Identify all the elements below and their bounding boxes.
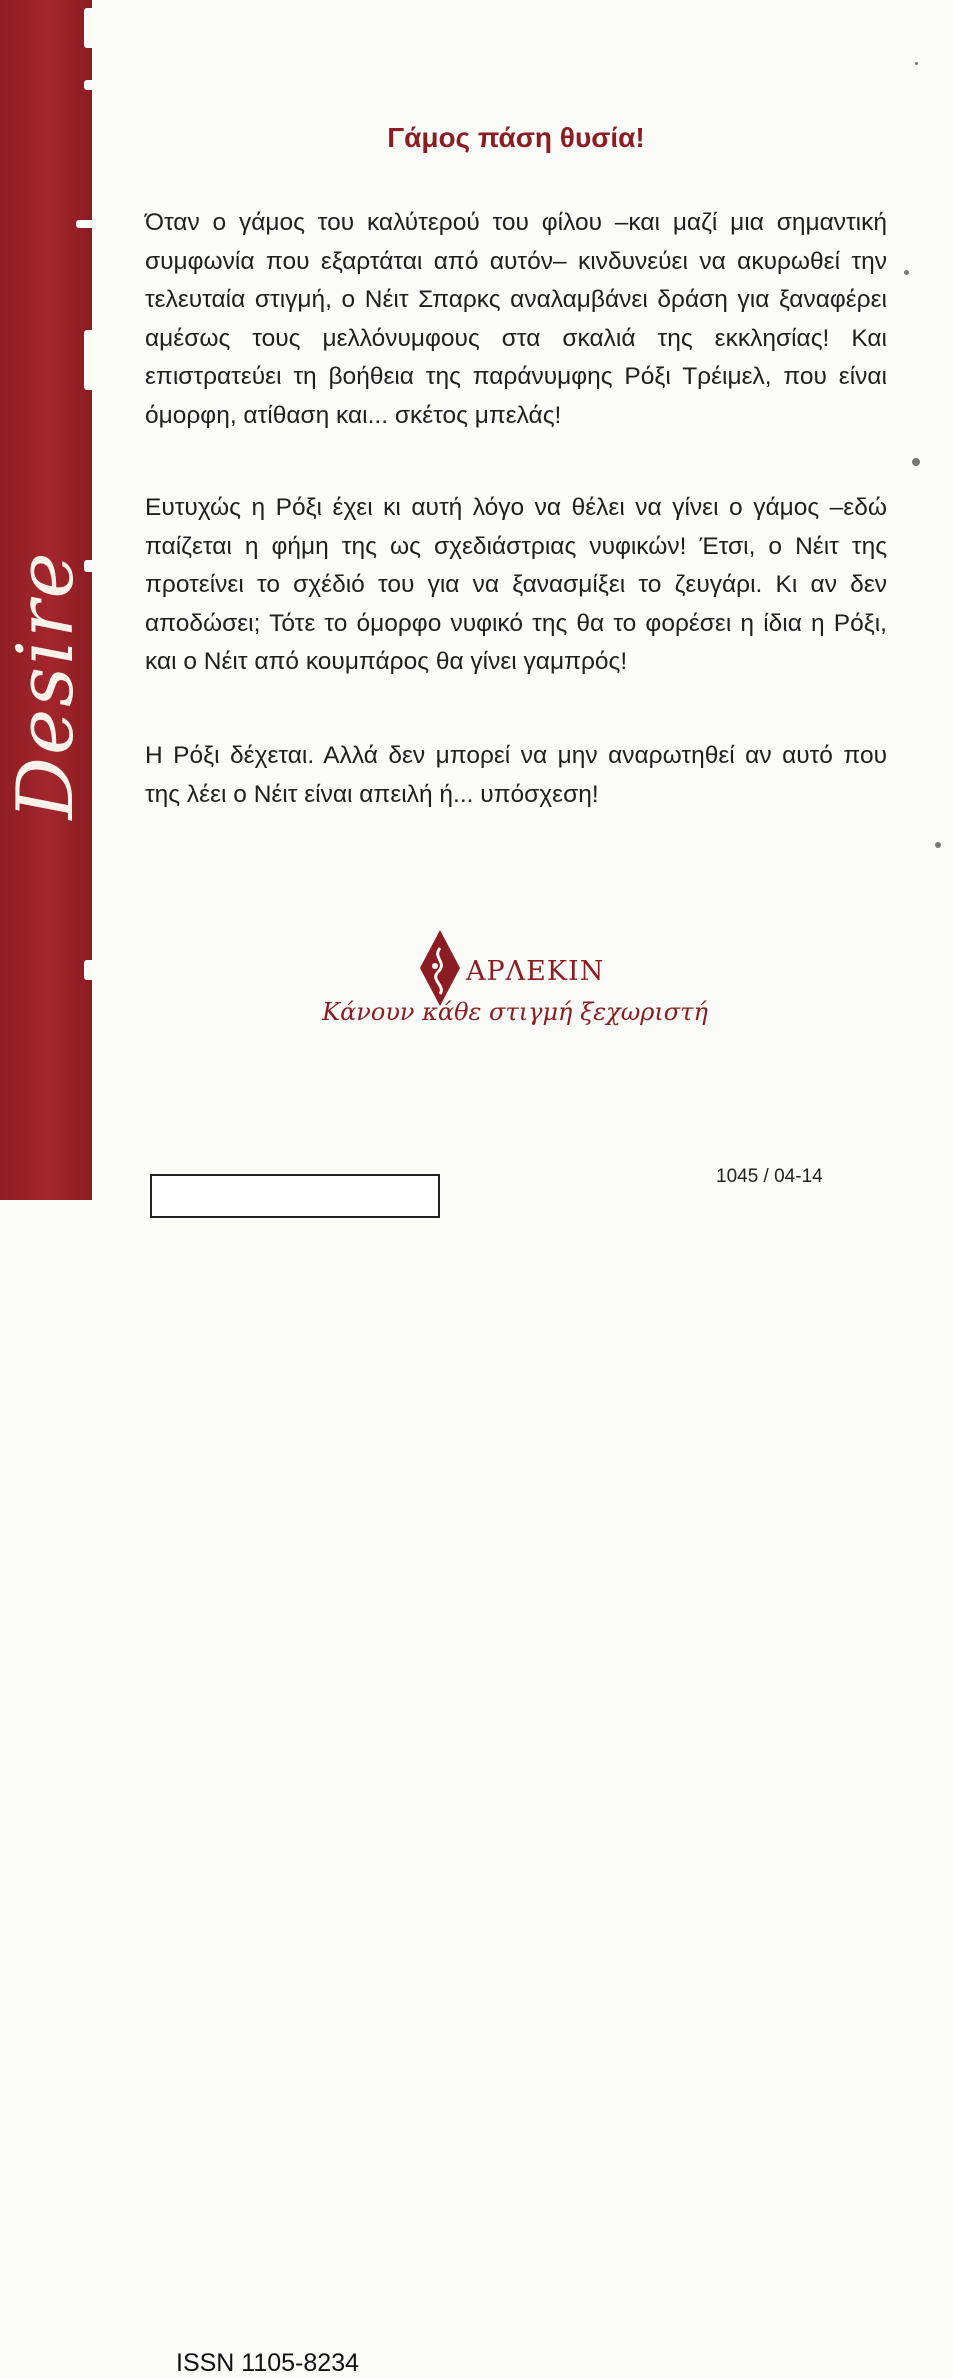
series-brand-logo bbox=[0, 550, 92, 820]
paper-speck bbox=[904, 270, 909, 275]
paper-speck bbox=[935, 842, 941, 848]
publisher-tagline: Κάνουν κάθε στιγμή ξεχωριστή bbox=[322, 998, 708, 1026]
blurb-paragraph-2: Ευτυχώς η Ρόξι έχει κι αυτή λόγο να θέλει να γίνει ο γάμος –εδώ παίζεται η φήμη της ως σχεδιάστριας νυφικών! Έτσι, ο Νέιτ της προτείνει το σχέδιό του για να ξανασμίξει το ζευγάρι. Κι αν δεν αποδώσει; Τότε το όμορφο νυφικό της θα το φορέσει η ίδια η Ρόξι, και ο Νέιτ από κουμπάρος θα γίνει γαμπρός! bbox=[145, 494, 887, 675]
blurb-paragraph-3: Η Ρόξι δέχεται. Αλλά δεν μπορεί να μην αναρωτηθεί αν αυτό που της λέει ο Νέιτ είναι απειλή ή... υπόσχεση! bbox=[145, 742, 887, 808]
issue-code: 1045 / 04-14 bbox=[716, 1166, 823, 1187]
issn-label: ISSN 1105-8234 bbox=[176, 2349, 359, 2377]
publisher-name: ΑΡΛΕΚΙΝ bbox=[466, 956, 605, 987]
issn-box bbox=[150, 1174, 440, 2377]
paper-speck bbox=[912, 458, 920, 466]
book-title: Γάμος πάση θυσία! bbox=[387, 122, 645, 153]
series-brand-text: Desire bbox=[1, 550, 91, 820]
diamond-emblem-icon bbox=[418, 928, 462, 1008]
blurb-paragraph-1: Όταν ο γάμος του καλύτερού του φίλου –και μαζί μια σημαντική συμφωνία που εξαρτάται από αυτόν– κινδυνεύει να ακυρωθεί την τελευταία στιγμή, ο Νέιτ Σπαρκς αναλαμβάνει δράση για ξαναφέρει αμέσως τους μελλόνυμφους στα σκαλιά της εκκλησίας! Και επιστρατεύει τη βοήθεια της παράνυμφης Ρόξι Τρέιμελ, που είναι όμορφη, ατίθαση και... σκέτος μπελάς! bbox=[145, 209, 887, 429]
publisher-logo bbox=[0, 922, 953, 1032]
paper-speck bbox=[915, 62, 918, 65]
